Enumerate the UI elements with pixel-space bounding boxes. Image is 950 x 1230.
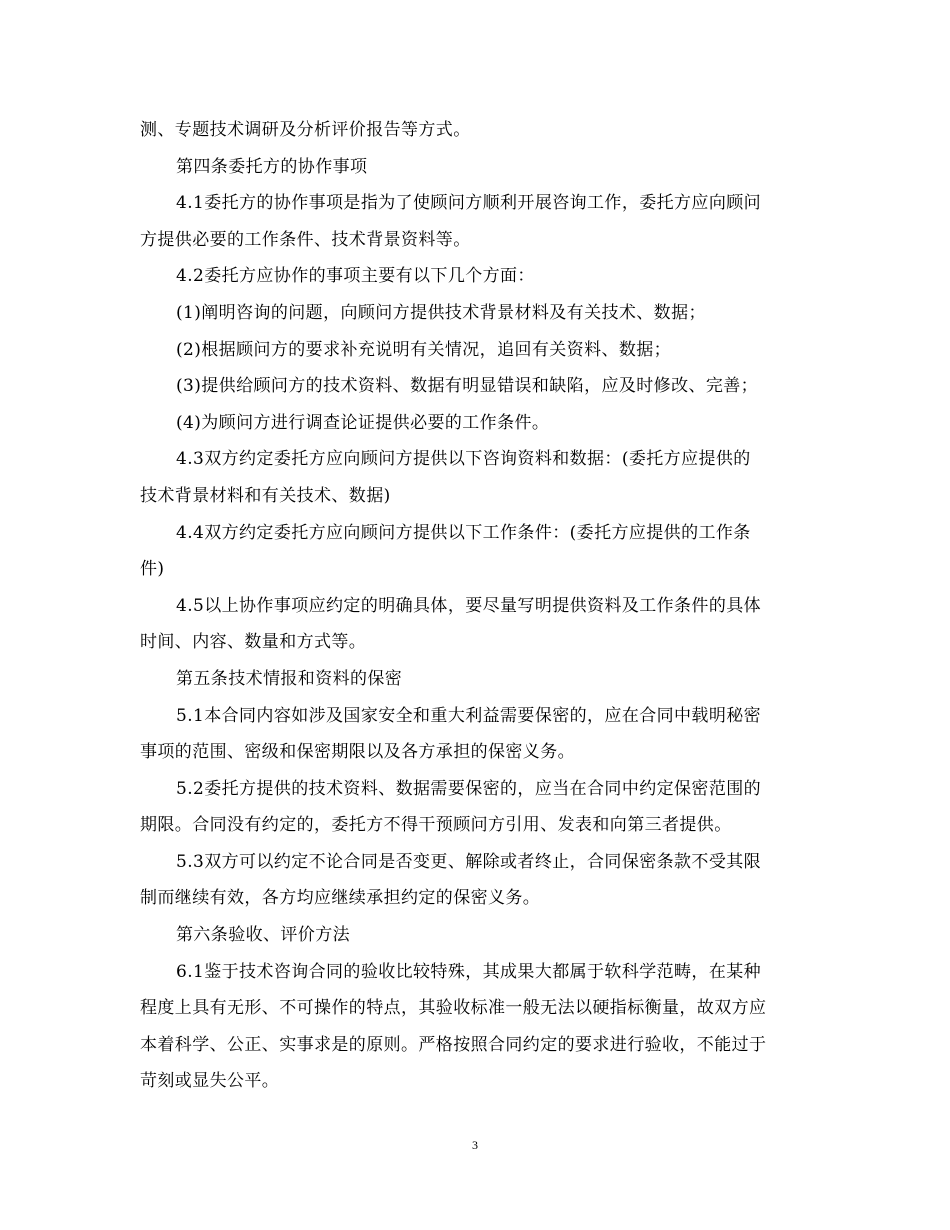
list-item-2: (2)根据顾问方的要求补充说明有关情况，追回有关资料、数据； [176, 339, 672, 360]
body-line: 程度上具有无形、不可操作的特点，其验收标准一般无法以硬指标衡量，故双方应 [140, 998, 767, 1019]
page-number: 3 [472, 1138, 478, 1152]
list-item-3: (3)提供给顾问方的技术资料、数据有明显错误和缺陷，应及时修改、完善； [176, 376, 759, 397]
document-body [140, 112, 812, 1100]
body-line: 技术背景材料和有关技术、数据) [140, 485, 391, 506]
clause-5-3: 5.3双方可以约定不论合同是否变更、解除或者终止，合同保密条款不受其限 [176, 851, 762, 872]
body-line: 制而继续有效，各方均应继续承担约定的保密义务。 [140, 888, 541, 909]
body-line: 事项的范围、密级和保密期限以及各方承担的保密义务。 [140, 742, 575, 763]
body-line: 本着科学、公正、实事求是的原则。严格按照合同约定的要求进行验收，不能过于 [140, 1034, 767, 1055]
clause-5-1: 5.1本合同内容如涉及国家安全和重大利益需要保密的，应在合同中载明秘密 [176, 705, 762, 726]
body-line: 方提供必要的工作条件、技术背景资料等。 [140, 229, 471, 250]
body-line: 测、专题技术调研及分析评价报告等方式。 [140, 120, 471, 140]
section-heading-4: 第四条委托方的协作事项 [176, 156, 368, 177]
list-item-4: (4)为顾问方进行调查论证提供必要的工作条件。 [176, 412, 550, 433]
body-line: 件) [140, 559, 165, 580]
body-line: 时间、内容、数量和方式等。 [140, 632, 367, 653]
body-line: 期限。合同没有约定的，委托方不得干预顾问方引用、发表和向第三者提供。 [140, 815, 732, 836]
clause-4-3: 4.3双方约定委托方应向顾问方提供以下咨询资料和数据：(委托方应提供的 [176, 449, 751, 470]
section-heading-6: 第六条验收、评价方法 [176, 925, 350, 946]
body-line: 苛刻或显失公平。 [140, 1071, 280, 1092]
clause-5-2: 5.2委托方提供的技术资料、数据需要保密的，应当在合同中约定保密范围的 [176, 778, 762, 799]
clause-4-5: 4.5以上协作事项应约定的明确具体，要尽量写明提供资料及工作条件的具体 [176, 595, 762, 616]
clause-4-1: 4.1委托方的协作事项是指为了使顾问方顺利开展咨询工作，委托方应向顾问 [176, 193, 762, 214]
clause-4-4: 4.4双方约定委托方应向顾问方提供以下工作条件：(委托方应提供的工作条 [176, 522, 751, 543]
list-item-1: (1)阐明咨询的问题，向顾问方提供技术背景材料及有关技术、数据； [176, 302, 706, 323]
clause-6-1: 6.1鉴于技术咨询合同的验收比较特殊，其成果大都属于软科学范畴，在某种 [176, 961, 762, 982]
clause-4-2: 4.2委托方应协作的事项主要有以下几个方面： [176, 266, 535, 287]
section-heading-5: 第五条技术情报和资料的保密 [176, 668, 403, 689]
